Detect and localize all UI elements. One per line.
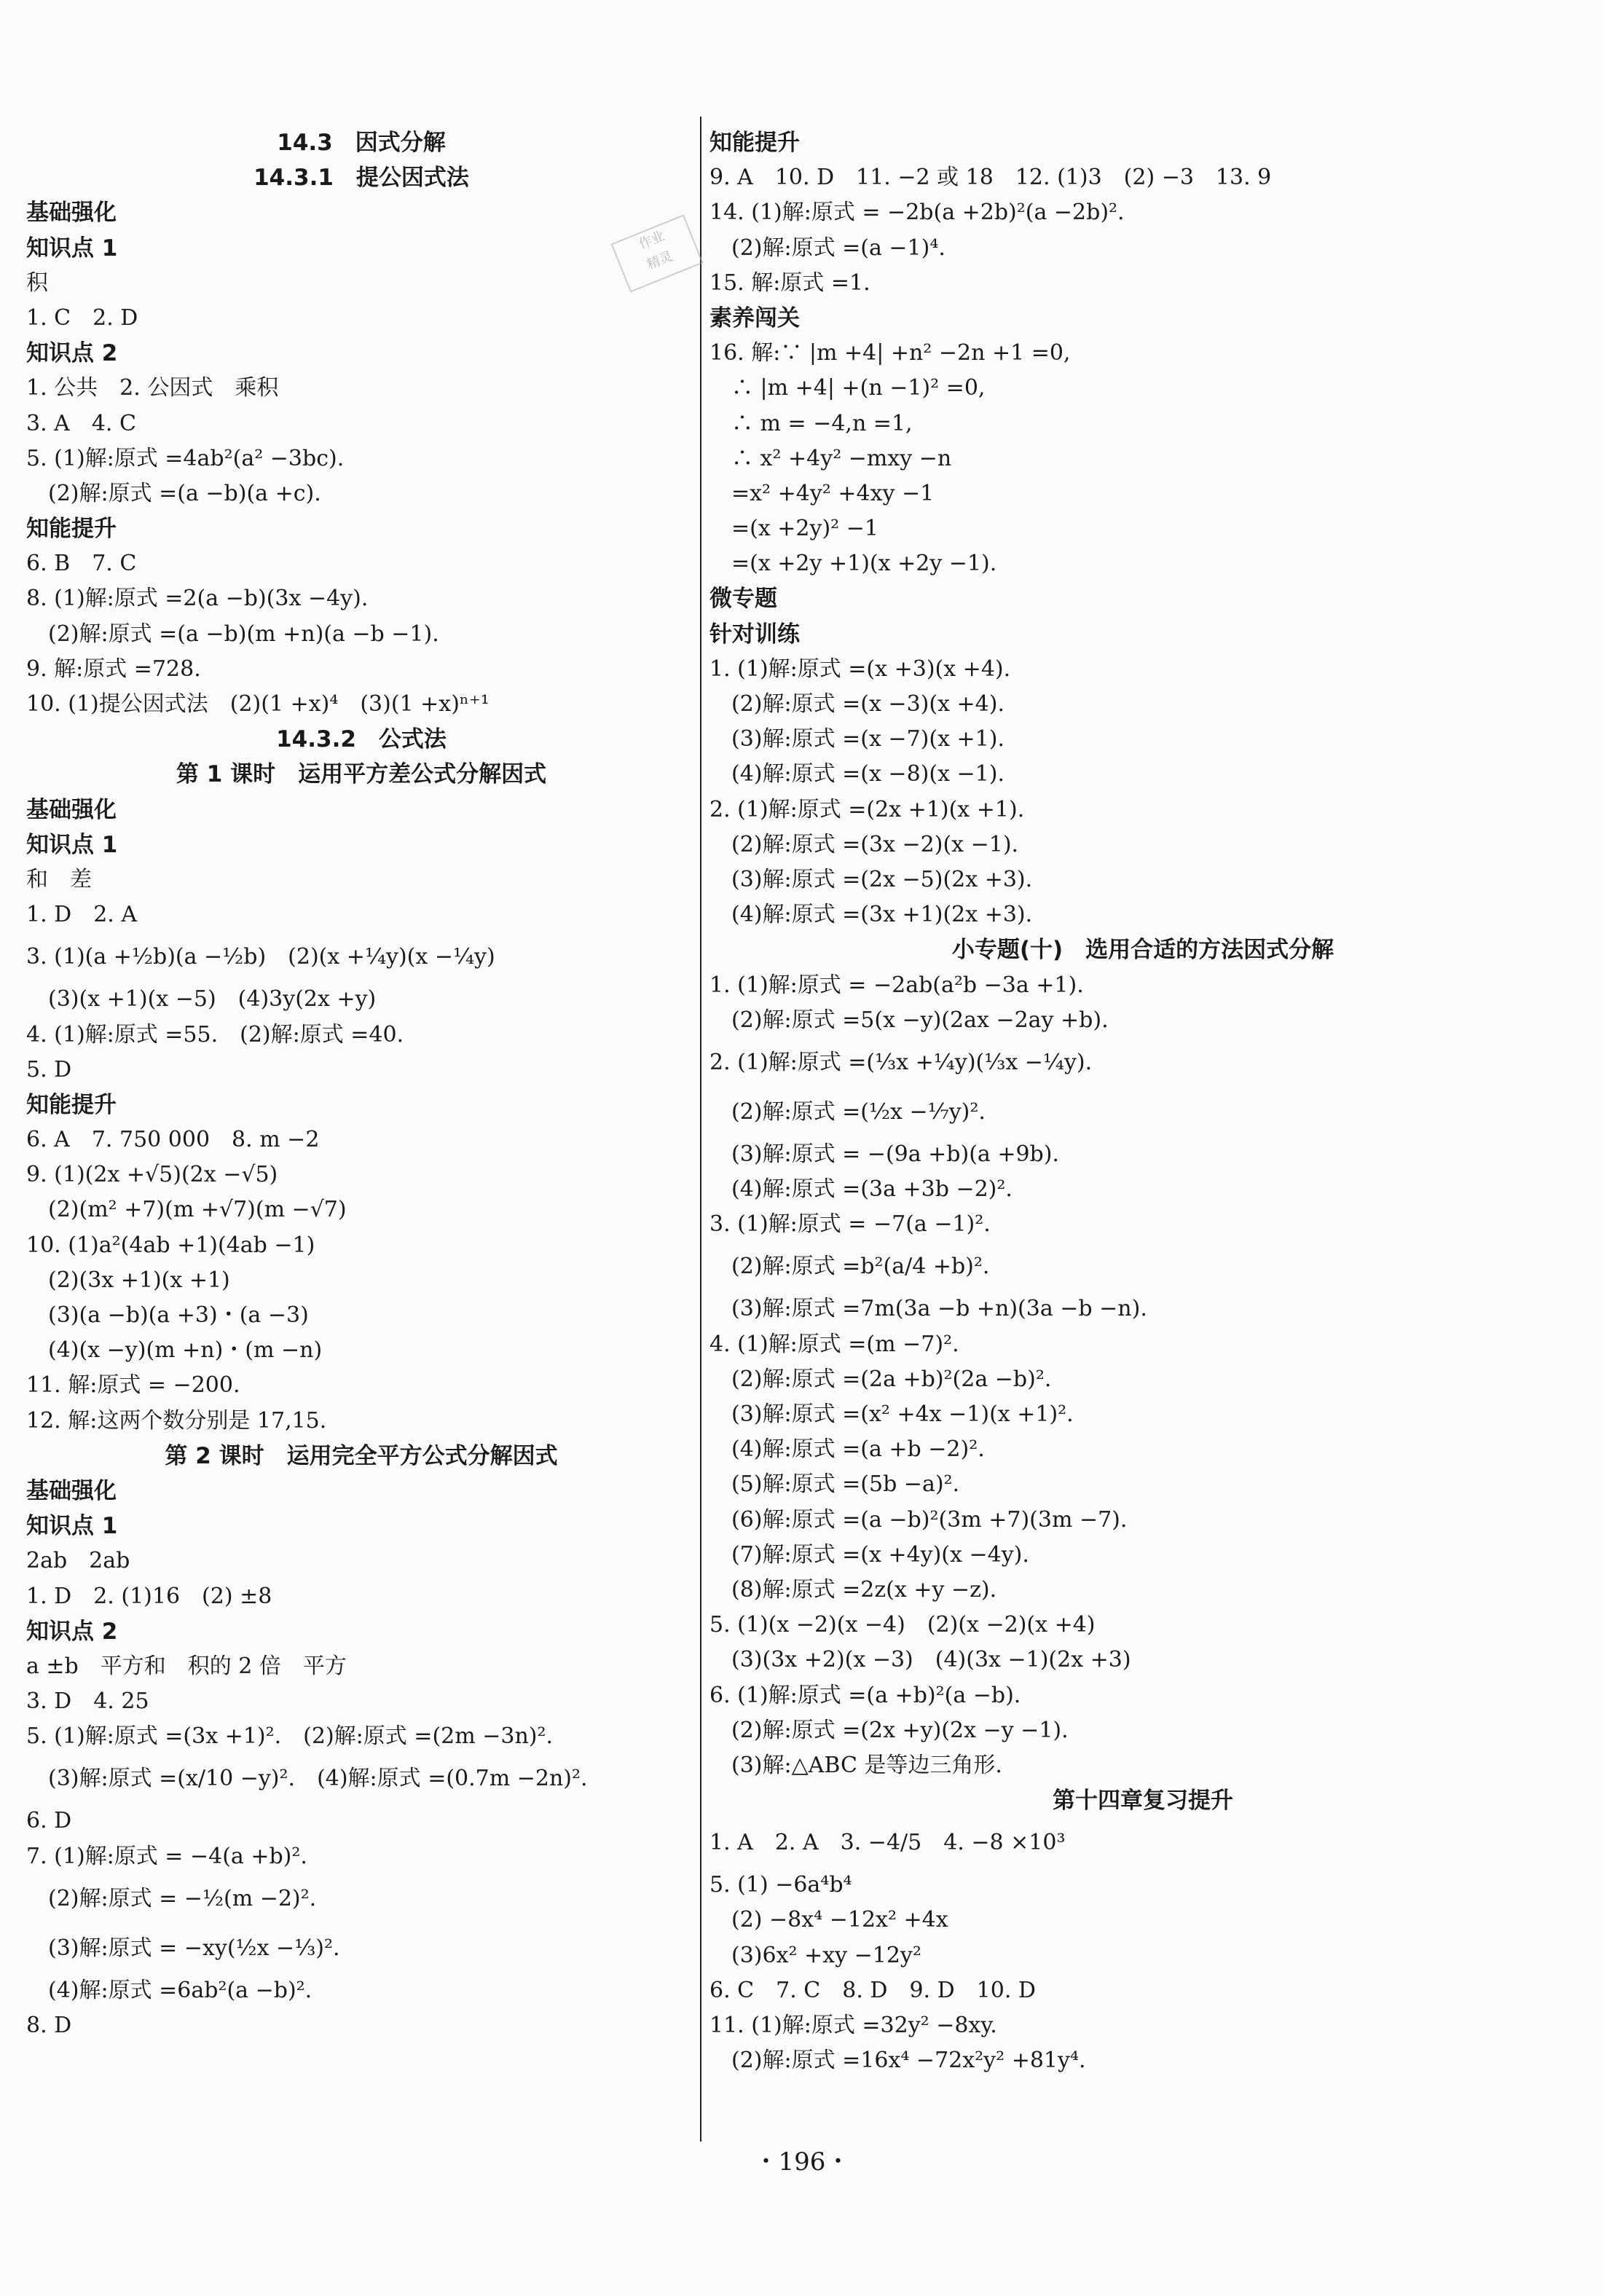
right-column (709, 125, 1576, 2078)
answer-line: (3)(x +1)(x −5) (4)3y(2x +y) (26, 986, 377, 1013)
answer-line: (4)解:原式 =(3a +3b −2)². (709, 1176, 1013, 1203)
answer-line: (3)解:△ABC 是等边三角形. (709, 1752, 1002, 1778)
answer-line: =(x +2y)² −1 (709, 516, 878, 542)
section-heading: 知能提升 (709, 130, 800, 156)
section-heading: 知识点 2 (26, 1618, 118, 1645)
answer-line: =(x +2y +1)(x +2y −1). (709, 551, 997, 577)
answer-line: 9. 解:原式 =728. (26, 656, 201, 682)
answer-line: ∴ |m +4| +(n −1)² =0, (709, 375, 986, 401)
section-heading: 基础强化 (26, 1477, 117, 1504)
answer-line: (2)解:原式 =(a −b)(a +c). (26, 480, 321, 506)
section-heading: 基础强化 (26, 796, 117, 823)
answer-line: (3)6x² +xy −12y² (709, 1942, 921, 1968)
answer-line: (3)解:原式 =(x −7)(x +1). (709, 726, 1005, 752)
section-heading: 知识点 1 (26, 235, 118, 262)
answer-line: 1. (1)解:原式 =(x +3)(x +4). (709, 656, 1011, 682)
answer-line: 11. (1)解:原式 =32y² −8xy. (709, 2013, 997, 2038)
section-heading: 知能提升 (26, 1091, 117, 1118)
section-heading: (3)解:原式 = −xy(½x −⅓)². (26, 1935, 340, 1961)
section-heading: 1. A 2. A 3. −4/5 4. −8 ×10³ (709, 1830, 1066, 1856)
answer-line: 14. (1)解:原式 = −2b(a +2b)²(a −2b)². (709, 200, 1125, 226)
answer-line: 9. A 10. D 11. −2 或 18 12. (1)3 (2) −3 13. 9 (709, 165, 1272, 191)
section-heading: 第十四章复习提升 (1053, 1788, 1233, 1815)
answer-line: 1. (1)解:原式 = −2ab(a²b −3a +1). (709, 972, 1084, 998)
answer-line: 12. 解:这两个数分别是 17,15. (26, 1407, 327, 1434)
answer-line: 8. D (26, 2013, 72, 2038)
answer-line: 1. 公共 2. 公因式 乘积 (26, 375, 279, 401)
answer-line: 7. (1)解:原式 = −4(a +b)². (26, 1843, 307, 1869)
section-heading: 知识点 2 (26, 340, 118, 367)
section-heading: 针对训练 (709, 621, 800, 648)
section-heading: (3)解:原式 =(x/10 −y)². (4)解:原式 =(0.7m −2n)². (26, 1766, 588, 1792)
answer-line: 9. (1)(2x +√5)(2x −√5) (26, 1162, 278, 1188)
section-heading: 第 1 课时 运用平方差公式分解因式 (176, 761, 547, 788)
answer-line: 8. (1)解:原式 =2(a −b)(3x −4y). (26, 586, 369, 612)
answer-line: (4)解:原式 =(a +b −2)². (709, 1436, 985, 1463)
column-divider (700, 117, 701, 2142)
answer-line: 6. (1)解:原式 =(a +b)²(a −b). (709, 1682, 1021, 1708)
answer-line: (3)解:原式 =(x² +4x −1)(x +1)². (709, 1401, 1074, 1427)
answer-line: 10. (1)a²(4ab +1)(4ab −1) (26, 1232, 315, 1258)
answer-line: 16. 解:∵ |m +4| +n² −2n +1 =0, (709, 340, 1071, 366)
answer-line: ∴ m = −4,n =1, (709, 410, 913, 436)
answer-line: 积 (26, 270, 48, 296)
answer-line: (3)解:原式 =7m(3a −b +n)(3a −b −n). (709, 1296, 1147, 1322)
answer-line: 5. (1) −6a⁴b⁴ (709, 1872, 852, 1898)
answer-line: (2)解:原式 =(3x −2)(x −1). (709, 831, 1019, 857)
answer-line: 2. (1)解:原式 =(2x +1)(x +1). (709, 796, 1025, 822)
page-number: ・196・ (753, 2147, 851, 2177)
section-heading: 素养闯关 (709, 304, 800, 331)
answer-line: (3)解:原式 = −(9a +b)(a +9b). (709, 1141, 1059, 1167)
answer-line: (4)(x −y)(m +n)・(m −n) (26, 1337, 323, 1364)
section-heading: 基础强化 (26, 200, 117, 227)
section-heading: 14.3.1 提公因式法 (253, 165, 469, 192)
section-heading: 14.3 因式分解 (277, 130, 446, 156)
answer-line: (2)解:原式 =(x −3)(x +4). (709, 691, 1005, 717)
answer-line: (2)解:原式 =(2a +b)²(2a −b)². (709, 1366, 1052, 1392)
section-heading: 14.3.2 公式法 (276, 726, 447, 753)
answer-line: 3. D 4. 25 (26, 1688, 149, 1715)
section-heading: 知识点 1 (26, 1513, 118, 1540)
answer-line: 6. D (26, 1808, 72, 1834)
answer-line: (2)解:原式 =5(x −y)(2ax −2ay +b). (709, 1007, 1109, 1033)
answer-line: (4)解:原式 =(x −8)(x −1). (709, 761, 1005, 787)
section-heading: 第 2 课时 运用完全平方公式分解因式 (165, 1442, 558, 1469)
answer-line: 5. (1)解:原式 =4ab²(a² −3bc). (26, 445, 345, 471)
section-heading: 3. (1)(a +½b)(a −½b) (2)(x +¼y)(x −¼y) (26, 944, 495, 970)
answer-line: (3)(a −b)(a +3)・(a −3) (26, 1302, 309, 1328)
answer-line: (3)(3x +2)(x −3) (4)(3x −1)(2x +3) (709, 1647, 1131, 1673)
answer-line: 6. B 7. C (26, 551, 137, 577)
answer-line: 1. C 2. D (26, 304, 138, 331)
answer-line: 6. A 7. 750 000 8. m −2 (26, 1127, 320, 1153)
answer-line: (7)解:原式 =(x +4y)(x −4y). (709, 1541, 1029, 1568)
watermark-stamp: 作业 精灵 (610, 214, 703, 292)
answer-line: 15. 解:原式 =1. (709, 270, 870, 296)
answer-line: 5. D (26, 1056, 72, 1082)
left-column (26, 125, 696, 2043)
answer-line: (2)解:原式 =(a −1)⁴. (709, 235, 946, 261)
section-heading: 2. (1)解:原式 =(⅓x +¼y)(⅓x −¼y). (709, 1049, 1093, 1075)
answer-line: (4)解:原式 =6ab²(a −b)². (26, 1977, 312, 2003)
answer-line: 和 差 (26, 866, 92, 892)
section-heading: 知识点 1 (26, 831, 118, 858)
answer-line: 1. D 2. A (26, 902, 138, 928)
answer-line: (6)解:原式 =(a −b)²(3m +7)(3m −7). (709, 1506, 1128, 1533)
answer-line: (2)(m² +7)(m +√7)(m −√7) (26, 1197, 347, 1223)
answer-line: 6. C 7. C 8. D 9. D 10. D (709, 1977, 1036, 2003)
section-heading: 知能提升 (26, 516, 117, 543)
answer-line: (4)解:原式 =(3x +1)(2x +3). (709, 902, 1033, 928)
answer-line: (5)解:原式 =(5b −a)². (709, 1471, 960, 1498)
section-heading: (2)解:原式 = −½(m −2)². (26, 1885, 317, 1911)
answer-line: (2)解:原式 =(2x +y)(2x −y −1). (709, 1717, 1069, 1743)
section-heading: (2)解:原式 =b²(a/4 +b)². (709, 1254, 990, 1280)
answer-line: 4. (1)解:原式 =(m −7)². (709, 1331, 959, 1357)
answer-line: =x² +4y² +4xy −1 (709, 480, 935, 506)
answer-line: (8)解:原式 =2z(x +y −z). (709, 1576, 997, 1603)
answer-line: 10. (1)提公因式法 (2)(1 +x)⁴ (3)(1 +x)ⁿ⁺¹ (26, 691, 490, 717)
answer-line: 1. D 2. (1)16 (2) ±8 (26, 1583, 272, 1609)
answer-line: 2ab 2ab (26, 1548, 130, 1574)
answer-line: 5. (1)解:原式 =(3x +1)². (2)解:原式 =(2m −3n)². (26, 1723, 554, 1750)
section-heading: (2)解:原式 =(½x −⅐y)². (709, 1098, 986, 1125)
answer-line: 5. (1)(x −2)(x −4) (2)(x −2)(x +4) (709, 1612, 1096, 1638)
answer-line: (2)解:原式 =(a −b)(m +n)(a −b −1). (26, 621, 439, 647)
answer-line: a ±b 平方和 积的 2 倍 平方 (26, 1653, 347, 1679)
answer-line: ∴ x² +4y² −mxy −n (709, 445, 952, 471)
answer-line: 3. (1)解:原式 = −7(a −1)². (709, 1211, 991, 1238)
section-heading: 小专题(十) 选用合适的方法因式分解 (951, 937, 1334, 964)
answer-line: 4. (1)解:原式 =55. (2)解:原式 =40. (26, 1021, 404, 1047)
answer-line: 11. 解:原式 = −200. (26, 1372, 240, 1399)
answer-line: 3. A 4. C (26, 410, 136, 436)
answer-line: (3)解:原式 =(2x −5)(2x +3). (709, 866, 1033, 892)
answer-line: (2)解:原式 =16x⁴ −72x²y² +81y⁴. (709, 2048, 1086, 2074)
answer-line: (2) −8x⁴ −12x² +4x (709, 1907, 948, 1933)
answer-line: (2)(3x +1)(x +1) (26, 1267, 230, 1293)
section-heading: 微专题 (709, 586, 777, 613)
